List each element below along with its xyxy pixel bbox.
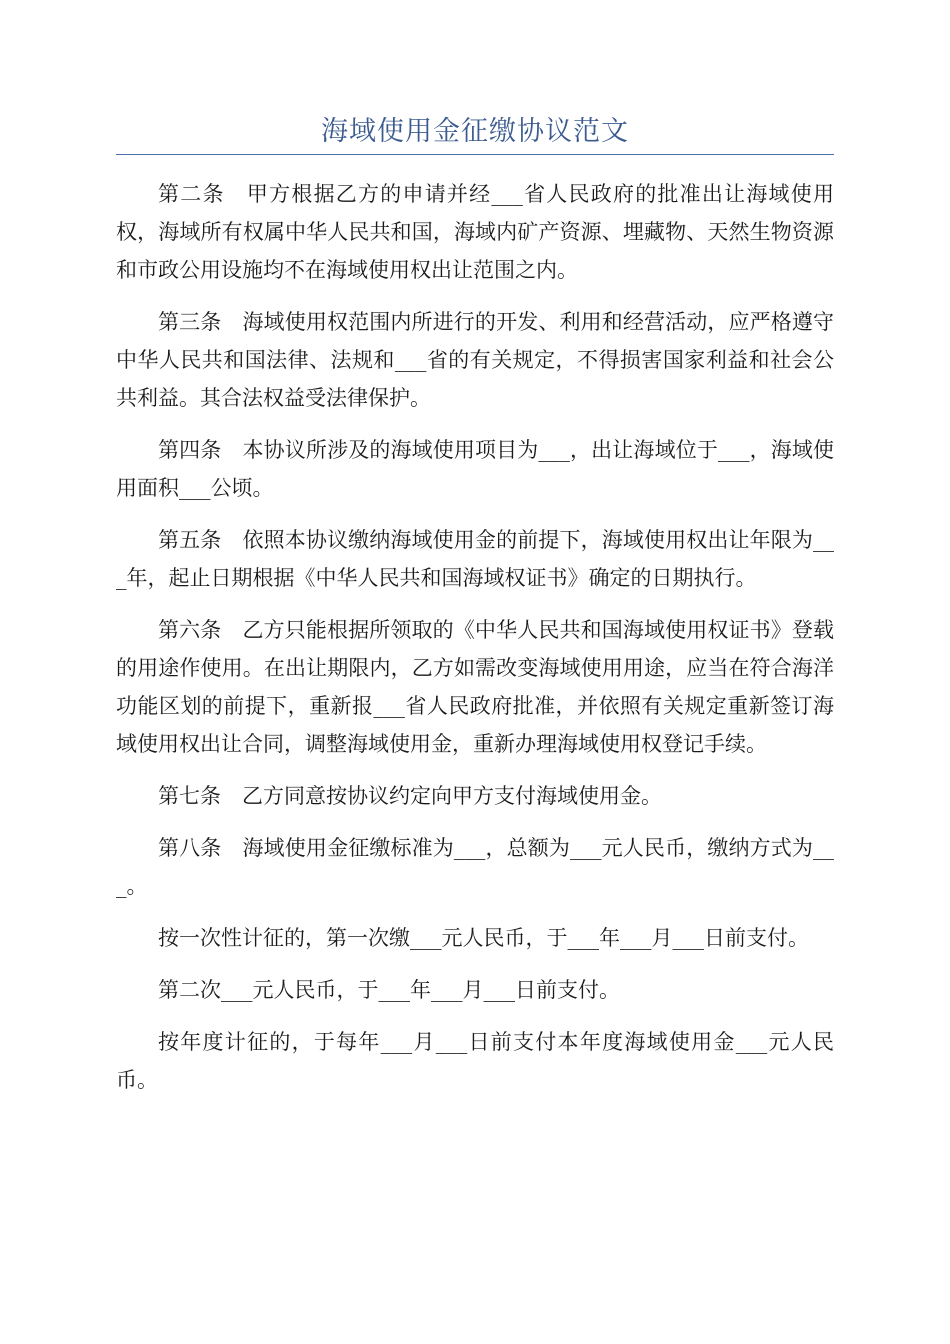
paragraph-article-7: 第七条 乙方同意按协议约定向甲方支付海域使用金。 (158, 784, 662, 808)
paragraph-second-payment: 第二次___元人民币，于___年___月___日前支付。 (158, 978, 620, 1002)
paragraph-article-3: 第三条 海域使用权范围内所进行的开发、利用和经营活动，应严格遵守中华人民共和国法律、法规和___省的有关规定，不得损害国家利益和社会公共利益。其合法权益受法律保护。 (116, 310, 834, 410)
paragraph-annual-payment: 按年度计征的，于每年___月___日前支付本年度海域使用金___元人民币。 (116, 1030, 834, 1092)
paragraph-article-6: 第六条 乙方只能根据所领取的《中华人民共和国海域使用权证书》登载的用途作使用。在出让期限内，乙方如需改变海域使用用途，应当在符合海洋功能区划的前提下，重新报___省人民政府批准，并依照有关规定重新签订海域使用权出让合同，调整海域使用金，重新办理海域使用权登记手续。 (116, 618, 834, 756)
paragraph-article-8: 第八条 海域使用金征缴标准为___，总额为___元人民币，缴纳方式为___。 (116, 836, 834, 898)
document-title: 海域使用金征缴协议范文 (321, 116, 629, 147)
paragraph-one-time-payment: 按一次性计征的，第一次缴___元人民币，于___年___月___日前支付。 (158, 926, 809, 950)
paragraph-article-4: 第四条 本协议所涉及的海域使用项目为___，出让海域位于___，海域使用面积___公顷。 (116, 438, 834, 500)
paragraph-article-2: 第二条 甲方根据乙方的申请并经___省人民政府的批准出让海域使用权，海域所有权属中华人民共和国，海域内矿产资源、埋藏物、天然生物资源和市政公用设施均不在海域使用权出让范围之内。 (116, 182, 834, 282)
document-body (116, 175, 834, 1113)
title-underline (116, 154, 834, 155)
paragraph-article-5: 第五条 依照本协议缴纳海域使用金的前提下，海域使用权出让年限为___年，起止日期根据《中华人民共和国海域权证书》确定的日期执行。 (116, 528, 834, 590)
